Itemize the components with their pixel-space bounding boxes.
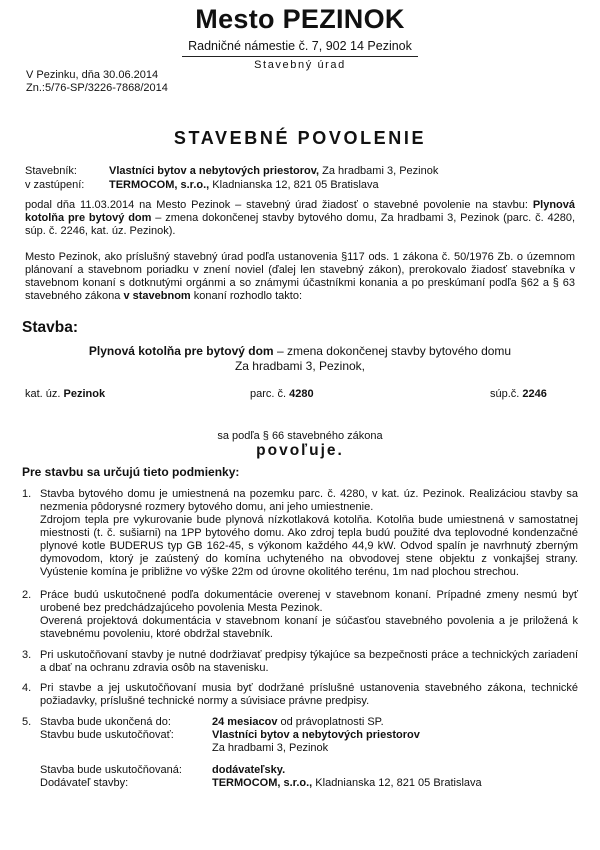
representative-name: TERMOCOM, s.r.o.,	[109, 179, 210, 191]
representative-address: Kladnianska 12, 821 05 Bratislava	[209, 179, 379, 191]
construction-rest: – zmena dokončenej stavby bytového domu	[273, 344, 512, 358]
decision-text: Mesto Pezinok, ako príslušný stavebný úrad podľa ustanovenia §117 ods. 1 zákona č. 50/1976 Zb. o územnom plánovaní a stavebnom poriadku v znení noviel (ďalej len stavebný zákon), prerokovalo žiadosť stavebníka v stavebnom konaní s dotknutými orgánmi a so známymi účastníkmi konania a po preskúmaní podľa §62 a § 63 stavebného zákona	[25, 251, 575, 302]
legal-basis: sa podľa § 66 stavebného zákona	[217, 430, 383, 442]
condition-number: 3.	[22, 649, 32, 661]
construction-address: Za hradbami 3, Pezinok,	[234, 359, 366, 373]
cadastral-area	[25, 388, 105, 400]
condition-details	[40, 716, 578, 790]
condition-item	[22, 589, 578, 641]
conditions-heading: Pre stavbu sa určujú tieto podmienky:	[22, 465, 240, 479]
condition-item	[22, 649, 578, 675]
supplier-name: TERMOCOM, s.r.o.,	[212, 777, 313, 789]
construction-heading: Stavba:	[22, 319, 78, 336]
condition-number: 1.	[22, 488, 32, 500]
builder-row	[25, 164, 438, 178]
executor-value: Vlastníci bytov a nebytových priestorov	[212, 729, 420, 741]
execution-method-value: dodávateľsky.	[212, 764, 286, 776]
condition-text: Stavba bytového domu je umiestnená na pozemku parc. č. 4280, v kat. úz. Pezinok. Realizáciou stavby sa nezmenia pôdorysné rozmery bytového domu, ani jeho umiestnenie.	[40, 488, 578, 513]
completion-rest: od právoplatnosti SP.	[277, 716, 384, 728]
representative-label: v zastúpení:	[25, 179, 85, 191]
parcel-number-value: 4280	[289, 388, 314, 400]
condition-text: Práce budú uskutočnené podľa dokumentácie overenej v stavebnom konaní. Prípadné zmeny nesmú byť urobené bez predchádzajúceho povolenia Mesta Pezinok.	[40, 589, 578, 614]
cadastral-area-label: kat. úz.	[25, 388, 64, 400]
registry-number	[490, 388, 547, 400]
reference-number: Zn.:5/76-SP/3226-7868/2014	[26, 82, 168, 94]
parcel-number-label: parc. č.	[250, 388, 290, 400]
executor-label: Stavbu bude uskutočňovať:	[40, 729, 174, 741]
application-paragraph	[25, 199, 575, 238]
completion-label: Stavba bude ukončená do:	[40, 716, 171, 728]
parties	[25, 164, 438, 192]
verdict: povoľuje.	[256, 442, 344, 459]
completion-value: 24 mesiacov	[212, 716, 278, 728]
place-date: V Pezinku, dňa 30.06.2014	[26, 69, 159, 81]
supplier-label: Dodávateľ stavby:	[40, 777, 129, 789]
condition-text: Pri uskutočňovaní stavby je nutné dodržiavať predpisy týkajúce sa bezpečnosti práce a technických zariadení a dbať na ochranu zdravia osôb na stavenisku.	[40, 649, 578, 674]
construction-description	[0, 344, 600, 374]
decision-paragraph	[25, 251, 575, 303]
condition-item	[22, 682, 578, 708]
execution-method-label: Stavba bude uskutočňovaná:	[40, 764, 182, 776]
municipality-address: Radničné námestie č. 7, 902 14 Pezinok	[188, 39, 412, 53]
application-project-name: Plynová kotolňa pre bytový dom	[25, 199, 575, 224]
condition-item	[22, 488, 578, 579]
condition-item	[22, 716, 578, 790]
header-rule	[182, 56, 418, 57]
condition-number: 4.	[22, 682, 32, 694]
condition-text: Zdrojom tepla pre vykurovanie bude plynová nízkotlaková kotolňa. Kotolňa bude umiestnená v samostatnej miestnosti (t. č. sušiarni) na 1PP bytového domu. Ako zdroj tepla budú použité dva teplovodné kondenzačné plynové kotle BUDERUS typ GB 162-45, s výkonom každého 44,9 kW. Odvod spalín je navrhnutý zberným dymovodom, ktorý je zaústený do komína uchyteného na obvodovej stene objektu z vonkajšej strany. Vyústenie komína je približne vo výške 22m od úrovne okolitého terénu, 1m nad plochou strechou.	[40, 514, 578, 578]
representative-row	[25, 178, 438, 192]
municipality-title: Mesto PEZINOK	[195, 4, 405, 34]
builder-name: Vlastníci bytov a nebytových priestorov,	[109, 165, 320, 177]
registry-number-label: súp.č.	[490, 388, 523, 400]
executor-address: Za hradbami 3, Pezinok	[212, 742, 329, 754]
document-meta	[26, 69, 168, 95]
registry-number-value: 2246	[522, 388, 547, 400]
cadastral-area-value: Pezinok	[63, 388, 106, 400]
application-text-end: – zmena dokončenej stavby bytového domu, Za hradbami 3, Pezinok (parc. č. 4280, súp. č. 2246, kat. úz. Pezinok).	[25, 212, 576, 237]
builder-address: Za hradbami 3, Pezinok	[319, 165, 439, 177]
condition-number: 2.	[22, 589, 32, 601]
office-name: Stavebný úrad	[254, 59, 346, 71]
condition-number: 5.	[22, 716, 32, 728]
condition-text: Overená projektová dokumentácia v stavebnom konaní je súčasťou stavebného povolenia a je priložená k stavebnému povoleniu, ktoré obdržal stavebník.	[40, 615, 578, 640]
parcel-number	[250, 388, 314, 400]
conditions-list	[22, 488, 578, 790]
builder-label: Stavebník:	[25, 165, 77, 177]
document-title: STAVEBNÉ POVOLENIE	[173, 128, 427, 148]
condition-text: Pri stavbe a jej uskutočňovaní musia byť dodržané príslušné ustanovenia stavebného zákona, technické požiadavky, príslušné technické normy a súvisiace právne predpisy.	[40, 682, 578, 707]
decision-emphasis: v stavebnom	[123, 290, 191, 302]
construction-name: Plynová kotolňa pre bytový dom	[88, 344, 274, 358]
supplier-address: Kladnianska 12, 821 05 Bratislava	[312, 777, 482, 789]
decision-text-end: konaní rozhodlo takto:	[190, 290, 303, 302]
application-text: podal dňa 11.03.2014 na Mesto Pezinok – stavebný úrad žiadosť o stavebné povolenie na stavbu:	[25, 199, 533, 211]
